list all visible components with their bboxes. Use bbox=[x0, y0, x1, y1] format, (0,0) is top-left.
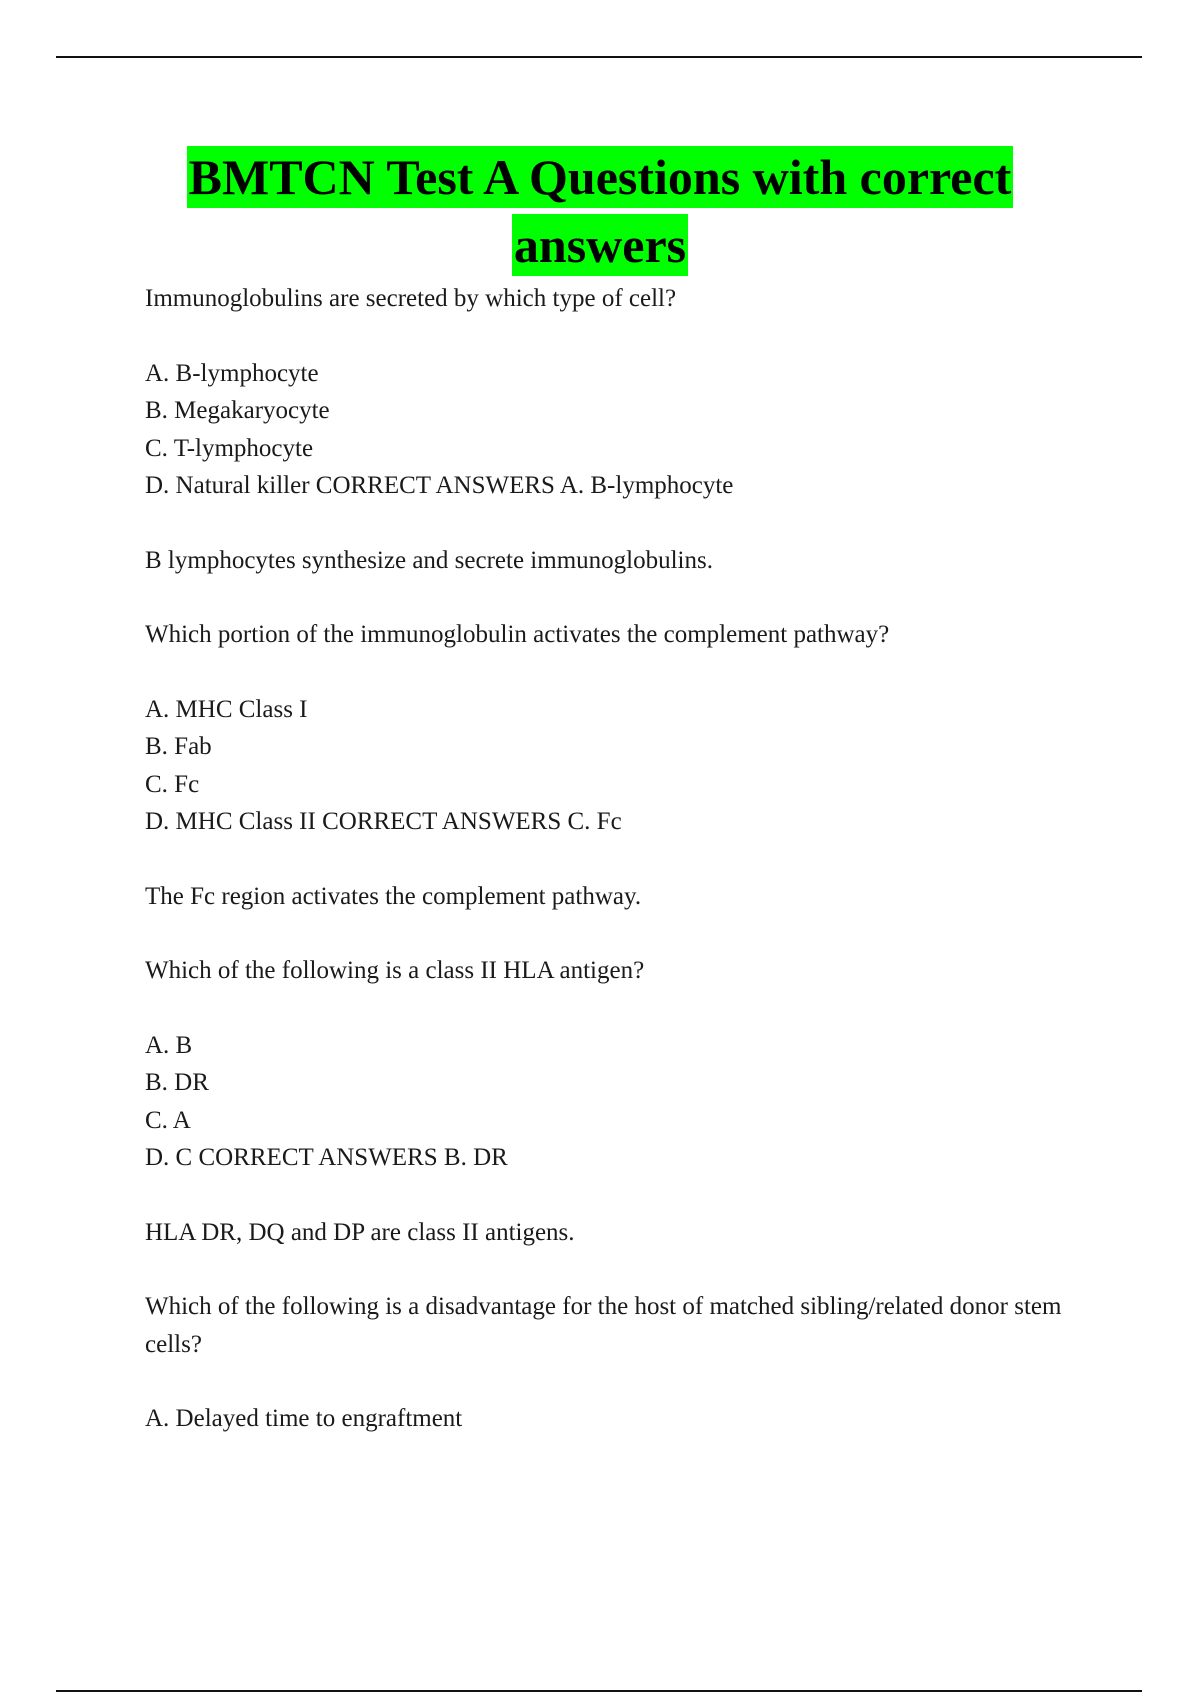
question-item bbox=[145, 952, 1065, 1251]
answer-option: D. Natural killer CORRECT ANSWERS A. B-lymphocyte bbox=[145, 472, 734, 499]
question-item bbox=[145, 280, 1065, 579]
answer-option: B. Megakaryocyte bbox=[145, 397, 330, 424]
question-item bbox=[145, 1288, 1065, 1438]
answer-options bbox=[145, 1027, 1065, 1177]
footer-rule bbox=[56, 1690, 1142, 1692]
answer-options bbox=[145, 1400, 1065, 1438]
question-item bbox=[145, 616, 1065, 915]
answer-option: C. Fc bbox=[145, 770, 200, 798]
answer-explanation: The Fc region activates the complement pathway. bbox=[145, 882, 642, 910]
answer-explanation: HLA DR, DQ and DP are class II antigens. bbox=[145, 1218, 575, 1246]
answer-explanation: B lymphocytes synthesize and secrete immunoglobulins. bbox=[145, 546, 713, 574]
answer-option: C. A bbox=[145, 1106, 191, 1134]
answer-option: A. B-lymphocyte bbox=[145, 359, 319, 387]
title-line-1: BMTCN Test A Questions with correct bbox=[187, 146, 1014, 208]
answer-options bbox=[145, 355, 1065, 505]
answer-options bbox=[145, 691, 1065, 841]
answer-option: C. T-lymphocyte bbox=[145, 434, 314, 462]
answer-option: A. B bbox=[145, 1031, 193, 1059]
header-rule bbox=[56, 56, 1142, 58]
answer-option: B. DR bbox=[145, 1069, 209, 1096]
answer-option: D. MHC Class II CORRECT ANSWERS C. Fc bbox=[145, 808, 622, 835]
answer-option: D. C CORRECT ANSWERS B. DR bbox=[145, 1144, 508, 1171]
title-line-2: answers bbox=[512, 214, 688, 276]
answer-option: A. Delayed time to engraftment bbox=[145, 1405, 463, 1432]
question-text: Immunoglobulins are secreted by which type of cell? bbox=[145, 285, 677, 312]
answer-option: B. Fab bbox=[145, 733, 212, 760]
question-text: Which of the following is a disadvantage for the host of matched sibling/related donor stem cells? bbox=[145, 1293, 1062, 1358]
answer-option: A. MHC Class I bbox=[145, 695, 308, 723]
question-text: Which of the following is a class II HLA antigen? bbox=[145, 957, 645, 984]
document-title bbox=[0, 146, 1200, 282]
question-text: Which portion of the immunoglobulin activates the complement pathway? bbox=[145, 621, 890, 648]
question-list bbox=[145, 280, 1065, 1475]
